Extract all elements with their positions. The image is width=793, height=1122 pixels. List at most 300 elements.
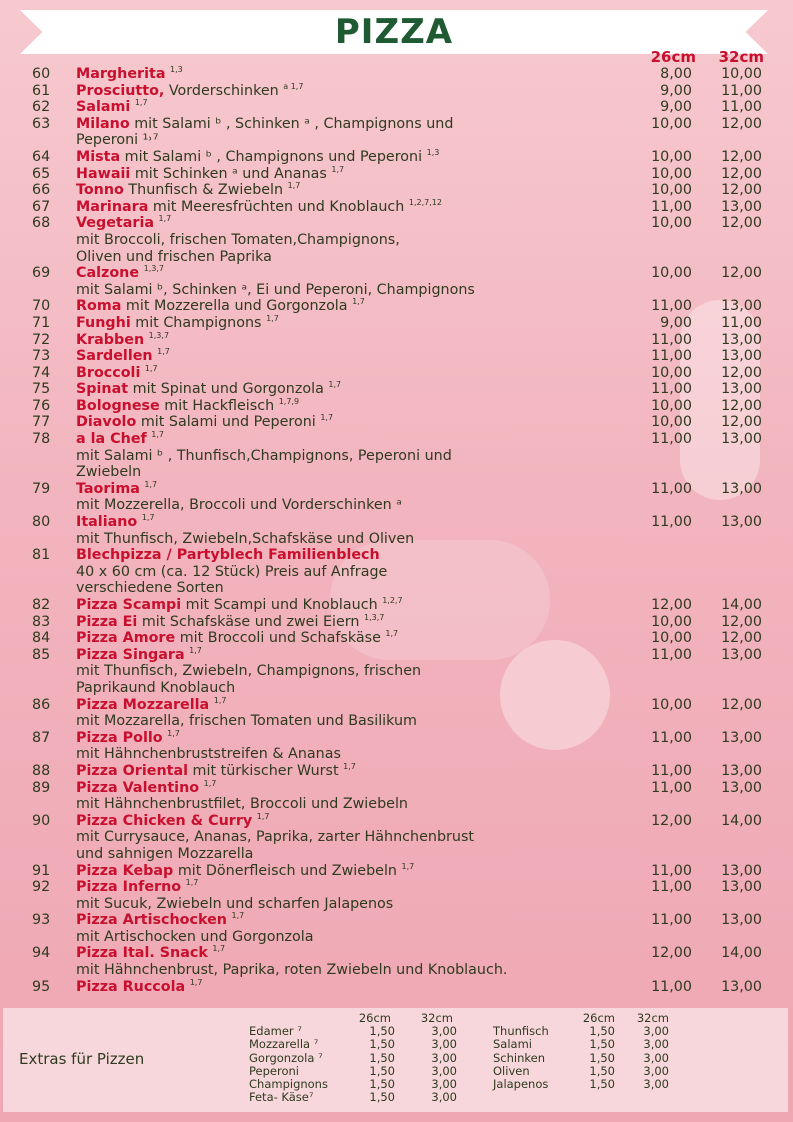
item-name: Roma [76,298,122,315]
item-name: Italiano [76,514,138,531]
price-large: 13,00 [721,762,762,779]
extra-price-large: 3,00 [431,1037,457,1052]
item-prices [622,597,762,614]
item-allergens: 1,2,7 [382,596,403,606]
item-name: Prosciutto, [76,82,165,99]
menu-item [0,332,793,349]
item-allergens: 1,7 [185,878,199,888]
price-large: 10,00 [721,66,762,82]
price-large: 13,00 [721,779,762,796]
item-name: Pizza Singara [76,646,185,663]
menu-item [0,298,793,315]
extra-name: Schinken [493,1050,546,1065]
price-small: 11,00 [651,779,692,796]
item-number: 75 [32,381,51,398]
price-small: 10,00 [651,613,692,630]
item-number: 85 [32,646,51,663]
size-small-label: 26cm [650,48,696,66]
item-description [76,863,631,880]
price-small: 10,00 [651,397,692,414]
item-description [76,730,631,763]
item-allergens: 1,3,7 [364,612,385,622]
price-small: 11,00 [651,729,692,746]
price-small: 10,00 [651,215,692,232]
price-large: 14,00 [721,945,762,962]
item-description [76,166,631,183]
item-allergens: 1,7 [256,811,270,821]
item-description [76,199,631,216]
price-small: 11,00 [651,978,692,995]
price-small: 11,00 [651,198,692,215]
item-prices [622,315,762,332]
item-number: 87 [32,729,51,746]
item-description [76,431,631,481]
extra-item [493,1038,669,1051]
page-title: PIZZA [334,12,454,52]
item-prices [622,547,762,564]
item-detail-line: Paprikaund Knoblauch [76,679,236,696]
menu-item [0,780,793,813]
item-number: 70 [32,298,51,315]
item-prices [622,381,762,398]
item-number: 65 [32,165,51,182]
item-allergens: 1,7 [352,297,365,307]
item-name: Pizza Ital. Snack [76,945,208,962]
price-small: 11,00 [651,431,692,448]
menu-item [0,315,793,332]
item-number: 91 [32,862,51,879]
item-number: 61 [32,82,51,99]
menu-item [0,763,793,780]
menu-item [0,83,793,100]
price-large: 13,00 [721,298,762,315]
extra-price-small: 1,50 [589,1063,615,1078]
item-name: Tonno [76,182,124,199]
extra-price-large: 3,00 [643,1063,669,1078]
item-allergens: 1,7 [231,911,245,921]
extra-item [249,1038,457,1051]
menu-item [0,199,793,216]
item-description [76,763,631,780]
item-prices [622,730,762,747]
menu-item [0,614,793,631]
item-description [76,414,631,431]
item-prices [622,215,762,232]
menu-item [0,431,793,481]
price-large: 12,00 [721,397,762,414]
extra-price-small: 1,50 [369,1077,395,1092]
item-description [76,66,631,83]
extra-price-small: 1,50 [369,1037,395,1052]
extra-item [249,1025,457,1038]
item-allergens: 1,3 [426,148,440,158]
extra-name: Oliven [493,1063,530,1078]
item-description [76,813,631,863]
price-large: 12,00 [721,613,762,630]
item-number: 89 [32,779,51,796]
price-large: 13,00 [721,348,762,365]
extra-price-small: 1,50 [369,1050,395,1065]
extras-section [3,1008,788,1112]
item-number: 82 [32,597,51,613]
item-name: Pizza Pollo [76,729,163,746]
menu-item [0,547,793,597]
item-number: 60 [32,66,51,82]
item-detail-line: mit Broccoli, frischen Tomaten,Champignons, [76,231,400,248]
extras-size-small: 26cm [358,1011,391,1025]
item-number: 69 [32,265,51,282]
menu-item [0,398,793,415]
item-name: Pizza Oriental [76,762,189,779]
price-large: 13,00 [721,912,762,929]
menu-item [0,149,793,166]
extra-name: Gorgonzola ⁷ [249,1050,323,1065]
extra-price-large: 3,00 [431,1063,457,1078]
item-prices [622,365,762,382]
price-small: 10,00 [651,265,692,282]
item-name: Spinat [76,381,129,398]
item-description [76,298,631,315]
item-description [76,348,631,365]
item-number: 64 [32,148,51,165]
price-large: 13,00 [721,729,762,746]
item-allergens: 1,7 [157,347,170,357]
price-large: 13,00 [721,198,762,215]
extra-price-large: 3,00 [431,1050,457,1065]
extra-price-large: 3,00 [431,1077,457,1092]
item-toppings: mit Spinat und Gorgonzola [128,381,324,398]
item-number: 74 [32,364,51,381]
item-name: a la Chef [76,431,147,448]
item-number: 81 [32,547,51,564]
item-description [76,945,631,978]
price-large: 13,00 [721,381,762,398]
item-prices [622,431,762,448]
item-name: Sardellen [76,348,153,365]
item-name: Salami [76,99,131,116]
item-prices [622,199,762,216]
item-allergens: 1,7 [144,480,158,490]
item-toppings: mit Scampi und Knoblauch [181,597,378,613]
item-number: 72 [32,331,51,348]
item-toppings: mit türkischer Wurst [188,762,339,779]
item-description [76,979,631,996]
price-large: 12,00 [721,115,762,132]
extra-price-small: 1,50 [369,1024,395,1038]
item-prices [622,630,762,647]
item-allergens: 1,7 [401,861,415,871]
item-number: 93 [32,912,51,929]
item-number: 80 [32,514,51,531]
item-name: Mista [76,148,121,165]
item-prices [622,298,762,315]
menu-item [0,879,793,912]
extra-price-small: 1,50 [369,1063,395,1078]
item-description [76,780,631,813]
price-large: 12,00 [721,215,762,232]
item-name: Hawaii [76,165,131,182]
extra-item [493,1078,669,1091]
item-description [76,116,631,149]
price-small: 11,00 [651,646,692,663]
menu-item [0,514,793,547]
item-prices [622,780,762,797]
item-name: Pizza Inferno [76,879,182,896]
price-large: 13,00 [721,431,762,448]
price-large: 11,00 [721,314,762,331]
extra-name: Peperoni [249,1063,299,1078]
item-detail-line: mit Thunfisch, Zwiebeln, Champignons, frischen [76,663,422,680]
item-allergens: 1,7 [189,646,202,656]
item-number: 67 [32,198,51,215]
item-name: Pizza Kebap [76,862,174,879]
price-large: 11,00 [721,82,762,99]
item-prices [622,879,762,896]
price-small: 11,00 [651,862,692,879]
item-prices [622,149,762,166]
price-small: 10,00 [651,414,692,431]
size-large-label: 32cm [718,48,764,66]
item-allergens: 1,7 [151,430,165,440]
menu-item [0,912,793,945]
price-small: 10,00 [651,696,692,713]
item-name: Pizza Mozzarella [76,696,210,713]
item-description [76,912,631,945]
item-allergens: 1,7 [320,413,334,423]
item-prices [622,398,762,415]
item-number: 73 [32,348,51,365]
extra-price-large: 3,00 [431,1024,457,1038]
item-number: 62 [32,99,51,116]
menu-item [0,348,793,365]
item-description [76,99,631,116]
item-allergens: 1,7 [158,214,172,224]
price-large: 13,00 [721,480,762,497]
menu-item [0,813,793,863]
item-name: Vegetaria [76,215,154,232]
item-prices [622,813,762,830]
item-detail-line: mit Hähnchenbrust, Paprika, roten Zwiebeln und Knoblauch. [76,962,508,979]
item-name: Krabben [76,331,145,348]
menu-item [0,979,793,996]
menu-item [0,365,793,382]
item-name: Pizza Artischocken [76,912,227,929]
menu-item [0,414,793,431]
extras-title: Extras für Pizzen [19,1050,145,1068]
extra-item [249,1052,457,1065]
extras-size-header-left [337,1011,453,1025]
item-name: Margherita [76,66,166,82]
item-name: Broccoli [76,364,141,381]
item-prices [622,763,762,780]
item-name: Pizza Valentino [76,779,200,796]
item-detail-line: mit Artischocken und Gorgonzola [76,928,314,945]
extras-right-column [493,1025,669,1091]
item-name: Calzone [76,265,140,282]
extra-item [249,1065,457,1078]
item-prices [622,614,762,631]
item-description [76,614,631,631]
price-small: 10,00 [651,148,692,165]
size-header [628,48,764,66]
menu-item [0,630,793,647]
item-number: 78 [32,431,51,448]
item-name: Pizza Ei [76,613,138,630]
item-number: 68 [32,215,51,232]
item-description [76,879,631,912]
item-toppings: mit Dönerfleisch und Zwiebeln [173,862,397,879]
extra-name: Mozzarella ⁷ [249,1037,319,1052]
menu-item [0,481,793,514]
item-detail-line: Peperoni ¹˒⁷ [76,132,159,149]
item-prices [622,647,762,664]
price-large: 13,00 [721,646,762,663]
item-description [76,647,631,697]
item-description [76,365,631,382]
extra-item [493,1065,669,1078]
price-large: 12,00 [721,265,762,282]
price-small: 10,00 [651,630,692,647]
price-small: 11,00 [651,298,692,315]
item-detail-line: mit Sucuk, Zwiebeln und scharfen Jalapenos [76,895,394,912]
menu-item [0,697,793,730]
extra-name: Feta- Käse⁷ [249,1090,314,1105]
price-small: 10,00 [651,182,692,199]
item-detail-line: mit Salami ᵇ , Thunfisch,Champignons, Peperoni und [76,447,452,464]
price-small: 11,00 [651,879,692,896]
item-detail-line: mit Salami ᵇ, Schinken ᵃ, Ei und Peperoni, Champignons [76,281,475,298]
item-description [76,332,631,349]
item-toppings: mit Salami ᵇ , Champignons und Peperoni [120,148,423,165]
item-toppings: mit Meeresfrüchten und Knoblauch [148,198,405,215]
item-name: Diavolo [76,414,137,431]
item-name: Milano [76,115,130,132]
item-allergens: 1,7 [266,314,279,324]
menu-item [0,166,793,183]
item-description [76,547,631,597]
menu-item [0,215,793,265]
item-detail-line: verschiedene Sorten [76,580,224,597]
extras-left-column [249,1025,457,1105]
item-number: 90 [32,812,51,829]
item-detail-line: und sahnigen Mozzarella [76,845,254,862]
price-small: 9,00 [660,314,692,331]
item-description [76,265,631,298]
item-toppings: mit Salami ᵇ , Schinken ᵃ , Champignons und [129,115,454,132]
price-large: 12,00 [721,630,762,647]
item-number: 84 [32,630,51,647]
item-detail-line: Oliven und frischen Paprika [76,248,272,265]
item-allergens: 1,7 [213,695,227,705]
menu-item [0,647,793,697]
item-prices [622,66,762,83]
menu-item [0,99,793,116]
item-toppings: mit Broccoli und Schafskäse [175,630,381,647]
extras-size-large: 32cm [636,1011,669,1025]
item-allergens: 1,7 [134,98,148,108]
price-large: 11,00 [721,99,762,116]
item-allergens: 1,7 [331,164,345,174]
price-small: 11,00 [651,480,692,497]
item-number: 63 [32,115,51,132]
extra-name: Edamer ⁷ [249,1024,302,1038]
item-number: 79 [32,480,51,497]
price-large: 12,00 [721,148,762,165]
item-description [76,514,631,547]
menu-item [0,945,793,978]
item-prices [622,414,762,431]
item-description [76,398,631,415]
item-allergens: 1,7 [385,629,399,639]
price-small: 8,00 [660,66,692,82]
item-allergens: 1,7 [189,977,203,987]
price-large: 12,00 [721,364,762,381]
item-number: 66 [32,182,51,199]
item-allergens: 1,7 [328,380,342,390]
item-number: 92 [32,879,51,896]
price-small: 11,00 [651,348,692,365]
item-description [76,83,631,100]
item-number: 86 [32,696,51,713]
menu-item [0,265,793,298]
menu-item [0,730,793,763]
item-allergens: 1,3 [170,65,183,75]
price-large: 13,00 [721,879,762,896]
item-name: Taorima [76,480,140,497]
item-detail-line: mit Hähnchenbrustfilet, Broccoli und Zwiebeln [76,796,408,813]
extra-item [493,1025,669,1038]
item-description [76,381,631,398]
item-allergens: 1,7 [141,513,155,523]
price-small: 11,00 [651,331,692,348]
extra-price-large: 3,00 [643,1050,669,1065]
item-name: Bolognese [76,397,160,414]
item-allergens: 1,7 [212,944,226,954]
item-allergens: 1,7 [167,728,180,738]
item-name: Marinara [76,198,149,215]
item-toppings: mit Schafskäse und zwei Eiern [137,613,360,630]
price-small: 9,00 [660,99,692,116]
item-prices [622,979,762,996]
item-toppings: mit Salami und Peperoni [136,414,316,431]
item-allergens: a 1,7 [283,81,304,91]
item-number: 77 [32,414,51,431]
price-small: 9,00 [660,82,692,99]
price-large: 14,00 [721,812,762,829]
item-prices [622,863,762,880]
item-number: 94 [32,945,51,962]
item-description [76,215,631,265]
extra-price-small: 1,50 [589,1050,615,1065]
item-toppings: mit Schinken ᵃ und Ananas [130,165,327,182]
price-large: 14,00 [721,597,762,613]
menu-item [0,863,793,880]
price-small: 10,00 [651,115,692,132]
extra-price-small: 1,50 [589,1037,615,1052]
price-large: 12,00 [721,696,762,713]
extra-name: Champignons [249,1077,328,1092]
price-small: 10,00 [651,364,692,381]
price-small: 11,00 [651,514,692,531]
extra-item [493,1052,669,1065]
menu-item [0,116,793,149]
extra-name: Jalapenos [493,1077,549,1092]
item-allergens: 1,7 [287,181,301,191]
item-detail-line: Zwiebeln [76,464,142,481]
extras-size-header-right [569,1011,669,1025]
item-detail-line: mit Mozzerella, Broccoli und Vorderschinken ᵃ [76,497,402,514]
item-prices [622,332,762,349]
